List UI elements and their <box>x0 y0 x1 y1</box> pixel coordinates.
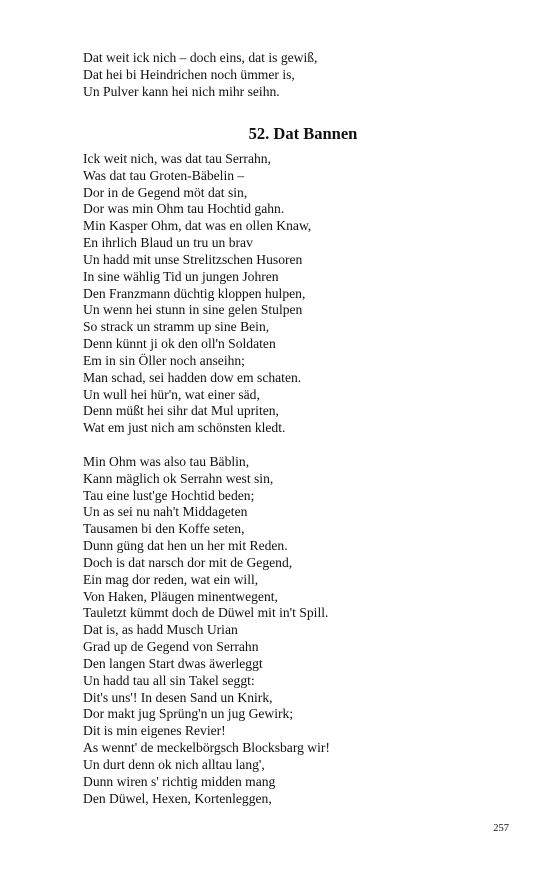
verse-line: Von Haken, Pläugen minentwegent, <box>83 588 278 604</box>
verse-line: En ihrlich Blaud un tru un brav <box>83 235 253 251</box>
verse-line: Un wenn hei stunn in sine gelen Stulpen <box>83 302 303 318</box>
verse-line: Un hadd tau all sin Takel seggt: <box>83 672 255 688</box>
verse-line: Man schad, sei hadden dow em schaten. <box>83 369 302 385</box>
verse-line: Min Ohm was also tau Bäblin, <box>83 454 250 469</box>
stanza-2 <box>83 454 503 807</box>
verse-line: Dor in de Gegend möt dat sin, <box>83 184 248 200</box>
verse-line: In sine wählig Tid un jungen Johren <box>83 268 279 284</box>
verse-line: Dit's uns'! In desen Sand un Knirk, <box>83 689 273 705</box>
verse-line: Dat weit ick nich – doch eins, dat is gewiß, <box>83 50 318 65</box>
verse-line: Un hadd mit unse Strelitzschen Husoren <box>83 251 303 267</box>
verse-line: Den Düwel, Hexen, Kortenleggen, <box>83 790 272 806</box>
verse-line: Was dat tau Groten-Bäbelin – <box>83 167 245 183</box>
verse-line: Grad up de Gegend von Serrahn <box>83 639 259 655</box>
verse-line: Un as sei nu nah't Middageten <box>83 504 248 520</box>
verse-line: Dor was min Ohm tau Hochtid gahn. <box>83 201 285 217</box>
verse-line: Dit is min eigenes Revier! <box>83 723 226 739</box>
verse-line: Tau eine lust'ge Hochtid beden; <box>83 487 255 503</box>
verse-line: Doch is dat narsch dor mit de Gegend, <box>83 554 293 570</box>
verse-line: Tauletzt kümmt doch de Düwel mit in't Spill. <box>83 605 329 621</box>
verse-line: Un wull hei hür'n, wat einer säd, <box>83 386 260 402</box>
stanza-1 <box>83 151 503 437</box>
verse-line: Den Franzmann düchtig kloppen hulpen, <box>83 285 306 301</box>
verse-line: Min Kasper Ohm, dat was en ollen Knaw, <box>83 218 312 234</box>
verse-line: Em in sin Öller noch anseihn; <box>83 352 245 368</box>
verse-line: Dunn wiren s' richtig midden mang <box>83 773 276 789</box>
stanza-continued <box>83 50 503 100</box>
verse-line: Dor makt jug Sprüng'n un jug Gewirk; <box>83 706 294 722</box>
verse-line: Wat em just nich am schönsten kledt. <box>83 420 286 436</box>
verse-line: Kann mäglich ok Serrahn west sin, <box>83 470 274 486</box>
verse-line: Un Pulver kann hei nich mihr seihn. <box>83 83 280 99</box>
verse-line: Un durt denn ok nich alltau lang', <box>83 756 265 772</box>
verse-line: So strack un stramm up sine Bein, <box>83 319 270 335</box>
verse-line: As wennt' de meckelbörgsch Blocksbarg wir! <box>83 740 330 756</box>
verse-line: Denn müßt hei sihr dat Mul upriten, <box>83 403 279 419</box>
verse-line: Dunn güng dat hen un her mit Reden. <box>83 538 288 554</box>
verse-line: Den langen Start dwas äwerleggt <box>83 655 263 671</box>
poem-title: 52. Dat Bannen <box>248 124 358 143</box>
verse-line: Dat is, as hadd Musch Urian <box>83 622 238 638</box>
verse-line: Ick weit nich, was dat tau Serrahn, <box>83 151 271 166</box>
verse-line: Denn künnt ji ok den oll'n Soldaten <box>83 336 276 352</box>
verse-line: Dat hei bi Heindrichen noch ümmer is, <box>83 66 295 82</box>
page-number: 257 <box>493 823 509 834</box>
verse-line: Ein mag dor reden, wat ein will, <box>83 571 259 587</box>
verse-line: Tausamen bi den Koffe seten, <box>83 521 245 537</box>
